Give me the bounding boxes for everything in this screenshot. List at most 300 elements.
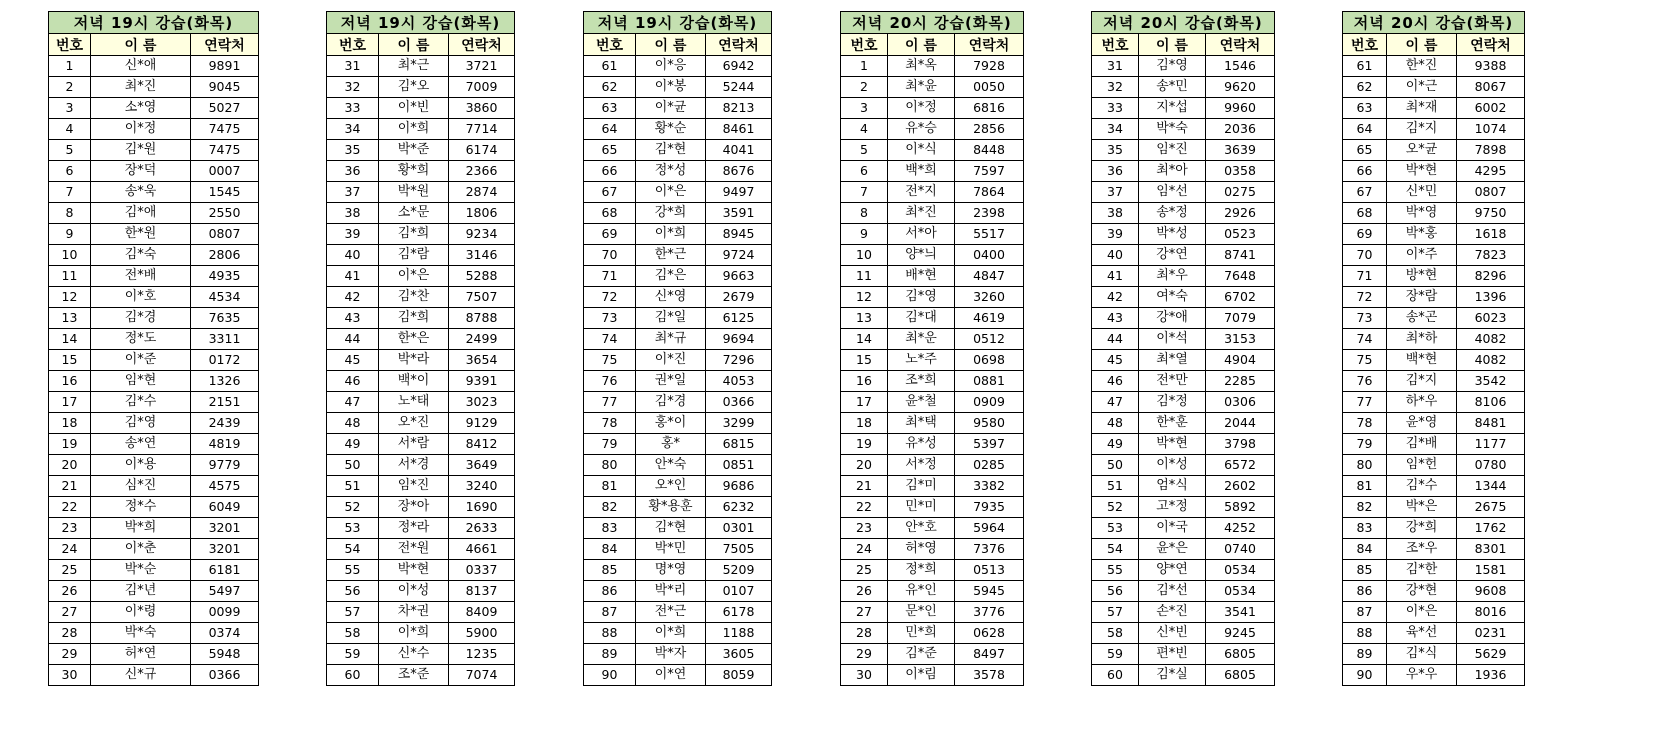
table-row [1343, 476, 1525, 497]
row-number: 39 [327, 224, 379, 245]
row-number: 74 [584, 329, 636, 350]
member-name: 박*현 [1387, 161, 1457, 182]
table-row [841, 413, 1024, 434]
member-name: 이*정 [91, 119, 191, 140]
table-row [584, 497, 772, 518]
member-name: 홍*이 [636, 413, 706, 434]
member-name: 이*성 [379, 581, 449, 602]
contact-number: 6174 [449, 140, 515, 161]
member-name: 김*숙 [91, 245, 191, 266]
member-name: 최*택 [888, 413, 955, 434]
table-row [584, 56, 772, 77]
row-number: 80 [584, 455, 636, 476]
table-row [841, 371, 1024, 392]
row-number: 36 [327, 161, 379, 182]
table-row [1092, 161, 1275, 182]
member-name: 이*령 [91, 602, 191, 623]
member-name: 노*주 [888, 350, 955, 371]
row-number: 52 [1092, 497, 1139, 518]
contact-number: 2439 [191, 413, 259, 434]
table-row [841, 161, 1024, 182]
table-row [327, 245, 515, 266]
contact-number: 8301 [1457, 539, 1525, 560]
contact-number: 2036 [1206, 119, 1275, 140]
member-name: 한*훈 [1139, 413, 1206, 434]
member-name: 최*운 [888, 329, 955, 350]
row-number: 34 [1092, 119, 1139, 140]
row-number: 24 [841, 539, 888, 560]
contact-number: 3541 [1206, 602, 1275, 623]
contact-number: 9497 [706, 182, 772, 203]
table-row [1092, 644, 1275, 665]
table-row [584, 266, 772, 287]
column-header-name: 이 름 [1387, 34, 1457, 56]
row-number: 26 [49, 581, 91, 602]
contact-number: 1177 [1457, 434, 1525, 455]
member-name: 김*지 [1387, 119, 1457, 140]
member-name: 김*영 [888, 287, 955, 308]
row-number: 52 [327, 497, 379, 518]
contact-number: 3311 [191, 329, 259, 350]
row-number: 9 [49, 224, 91, 245]
contact-number: 0807 [1457, 182, 1525, 203]
contact-number: 0909 [955, 392, 1024, 413]
contact-number: 0306 [1206, 392, 1275, 413]
member-name: 육*선 [1387, 623, 1457, 644]
contact-number: 0374 [191, 623, 259, 644]
row-number: 58 [327, 623, 379, 644]
row-number: 37 [327, 182, 379, 203]
contact-number: 0534 [1206, 560, 1275, 581]
contact-number: 0780 [1457, 455, 1525, 476]
contact-number: 3649 [449, 455, 515, 476]
table-row [327, 392, 515, 413]
contact-number: 2856 [955, 119, 1024, 140]
table-row [1343, 161, 1525, 182]
member-name: 방*현 [1387, 266, 1457, 287]
contact-number: 5517 [955, 224, 1024, 245]
member-name: 이*호 [91, 287, 191, 308]
table-row [327, 287, 515, 308]
table-row [1343, 203, 1525, 224]
table-row [1343, 392, 1525, 413]
contact-number: 7507 [449, 287, 515, 308]
member-name: 유*인 [888, 581, 955, 602]
row-number: 57 [1092, 602, 1139, 623]
member-name: 박*숙 [91, 623, 191, 644]
table-row [584, 182, 772, 203]
contact-number: 0007 [191, 161, 259, 182]
member-name: 홍* [636, 434, 706, 455]
member-name: 송*연 [91, 434, 191, 455]
table-row [327, 371, 515, 392]
member-name: 이*은 [379, 266, 449, 287]
row-number: 41 [327, 266, 379, 287]
table-row [584, 287, 772, 308]
table-row [1343, 350, 1525, 371]
contact-number: 7597 [955, 161, 1024, 182]
contact-number: 2366 [449, 161, 515, 182]
contact-number: 8106 [1457, 392, 1525, 413]
member-name: 윤*철 [888, 392, 955, 413]
table-row [584, 665, 772, 686]
row-number: 75 [584, 350, 636, 371]
row-number: 61 [1343, 56, 1387, 77]
table-row [584, 455, 772, 476]
row-number: 3 [841, 98, 888, 119]
contact-number: 6125 [706, 308, 772, 329]
row-number: 25 [49, 560, 91, 581]
table-row [841, 392, 1024, 413]
row-number: 53 [1092, 518, 1139, 539]
contact-number: 6049 [191, 497, 259, 518]
member-name: 임*선 [1139, 182, 1206, 203]
member-name: 김*경 [91, 308, 191, 329]
row-number: 79 [584, 434, 636, 455]
contact-number: 2602 [1206, 476, 1275, 497]
row-number: 35 [327, 140, 379, 161]
contact-number: 3146 [449, 245, 515, 266]
row-number: 82 [584, 497, 636, 518]
table-row [1343, 539, 1525, 560]
row-number: 33 [1092, 98, 1139, 119]
row-number: 63 [584, 98, 636, 119]
row-number: 36 [1092, 161, 1139, 182]
table-row [1343, 98, 1525, 119]
contact-number: 8067 [1457, 77, 1525, 98]
column-header-number: 번호 [1343, 34, 1387, 56]
contact-number: 8676 [706, 161, 772, 182]
contact-number: 3299 [706, 413, 772, 434]
table-row [1343, 560, 1525, 581]
member-name: 최*옥 [888, 56, 955, 77]
contact-number: 1936 [1457, 665, 1525, 686]
table-row [1092, 287, 1275, 308]
contact-number: 9779 [191, 455, 259, 476]
table-row [841, 665, 1024, 686]
table-row [584, 119, 772, 140]
table-row [841, 245, 1024, 266]
table-row [584, 623, 772, 644]
member-name: 박*준 [379, 140, 449, 161]
table-row [1092, 518, 1275, 539]
row-number: 85 [1343, 560, 1387, 581]
contact-number: 0172 [191, 350, 259, 371]
row-number: 24 [49, 539, 91, 560]
member-name: 한*진 [1387, 56, 1457, 77]
row-number: 2 [841, 77, 888, 98]
row-number: 71 [1343, 266, 1387, 287]
table-row [841, 98, 1024, 119]
row-number: 22 [49, 497, 91, 518]
row-number: 78 [1343, 413, 1387, 434]
table-row [327, 203, 515, 224]
row-number: 71 [584, 266, 636, 287]
table-row [1343, 455, 1525, 476]
row-number: 51 [1092, 476, 1139, 497]
table-row [584, 224, 772, 245]
row-number: 75 [1343, 350, 1387, 371]
contact-number: 6805 [1206, 644, 1275, 665]
table-row [841, 539, 1024, 560]
contact-number: 4619 [955, 308, 1024, 329]
table-row [1343, 266, 1525, 287]
row-number: 45 [327, 350, 379, 371]
member-name: 강*현 [1387, 581, 1457, 602]
contact-number: 4847 [955, 266, 1024, 287]
row-number: 81 [1343, 476, 1387, 497]
row-number: 16 [49, 371, 91, 392]
contact-number: 3776 [955, 602, 1024, 623]
table-row [49, 182, 259, 203]
table-row [327, 77, 515, 98]
contact-number: 9608 [1457, 581, 1525, 602]
row-number: 41 [1092, 266, 1139, 287]
row-number: 50 [327, 455, 379, 476]
member-name: 한*근 [636, 245, 706, 266]
member-name: 이*빈 [379, 98, 449, 119]
row-number: 16 [841, 371, 888, 392]
contact-number: 4661 [449, 539, 515, 560]
member-name: 신*규 [91, 665, 191, 686]
row-number: 19 [841, 434, 888, 455]
contact-number: 8296 [1457, 266, 1525, 287]
contact-number: 1545 [191, 182, 259, 203]
row-number: 70 [1343, 245, 1387, 266]
row-number: 20 [49, 455, 91, 476]
member-name: 신*애 [91, 56, 191, 77]
member-name: 박*희 [91, 518, 191, 539]
row-number: 77 [584, 392, 636, 413]
contact-number: 0807 [191, 224, 259, 245]
row-number: 12 [841, 287, 888, 308]
contact-number: 3605 [706, 644, 772, 665]
member-name: 송*민 [1139, 77, 1206, 98]
table-row [1092, 539, 1275, 560]
contact-number: 0512 [955, 329, 1024, 350]
column-header-contact: 연락처 [1206, 34, 1275, 56]
row-number: 40 [327, 245, 379, 266]
member-name: 신*민 [1387, 182, 1457, 203]
table-row [584, 476, 772, 497]
contact-number: 0698 [955, 350, 1024, 371]
contact-number: 8788 [449, 308, 515, 329]
table-row [1092, 371, 1275, 392]
row-number: 56 [327, 581, 379, 602]
row-number: 33 [327, 98, 379, 119]
column-header-name: 이 름 [1139, 34, 1206, 56]
member-name: 손*진 [1139, 602, 1206, 623]
table-row [1092, 665, 1275, 686]
member-name: 소*문 [379, 203, 449, 224]
row-number: 89 [584, 644, 636, 665]
table-row [584, 203, 772, 224]
row-number: 9 [841, 224, 888, 245]
member-name: 안*호 [888, 518, 955, 539]
row-number: 86 [584, 581, 636, 602]
row-number: 10 [49, 245, 91, 266]
row-number: 17 [841, 392, 888, 413]
table-row [841, 224, 1024, 245]
table-row [584, 602, 772, 623]
member-name: 정*성 [636, 161, 706, 182]
member-name: 송*욱 [91, 182, 191, 203]
member-name: 김*경 [636, 392, 706, 413]
contact-number: 9580 [955, 413, 1024, 434]
member-name: 최*근 [379, 56, 449, 77]
member-name: 오*균 [1387, 140, 1457, 161]
member-name: 김*현 [636, 518, 706, 539]
contact-number: 6702 [1206, 287, 1275, 308]
row-number: 4 [841, 119, 888, 140]
row-number: 13 [49, 308, 91, 329]
member-name: 하*우 [1387, 392, 1457, 413]
row-number: 76 [584, 371, 636, 392]
member-name: 유*승 [888, 119, 955, 140]
row-number: 53 [327, 518, 379, 539]
row-number: 69 [1343, 224, 1387, 245]
contact-number: 8137 [449, 581, 515, 602]
contact-number: 0513 [955, 560, 1024, 581]
table-row [1343, 308, 1525, 329]
member-name: 김*희 [379, 224, 449, 245]
member-name: 김*선 [1139, 581, 1206, 602]
contact-number: 8409 [449, 602, 515, 623]
contact-number: 0275 [1206, 182, 1275, 203]
table-row [1343, 287, 1525, 308]
member-name: 김*영 [91, 413, 191, 434]
row-number: 88 [584, 623, 636, 644]
table-row [49, 287, 259, 308]
column-header-number: 번호 [327, 34, 379, 56]
table-row [49, 476, 259, 497]
contact-number: 3201 [191, 518, 259, 539]
table-row [49, 56, 259, 77]
table-row [841, 434, 1024, 455]
row-number: 55 [1092, 560, 1139, 581]
member-name: 김*한 [1387, 560, 1457, 581]
member-name: 백*희 [888, 161, 955, 182]
table-row [841, 287, 1024, 308]
table-row [1092, 455, 1275, 476]
row-number: 58 [1092, 623, 1139, 644]
member-name: 김*은 [636, 266, 706, 287]
table-row [1092, 476, 1275, 497]
row-number: 22 [841, 497, 888, 518]
table-row [841, 644, 1024, 665]
contact-number: 2679 [706, 287, 772, 308]
table-row [841, 308, 1024, 329]
member-name: 신*수 [379, 644, 449, 665]
contact-number: 5964 [955, 518, 1024, 539]
member-name: 서*정 [888, 455, 955, 476]
row-number: 37 [1092, 182, 1139, 203]
member-name: 박*원 [379, 182, 449, 203]
table-row [1092, 182, 1275, 203]
contact-number: 3860 [449, 98, 515, 119]
row-number: 32 [1092, 77, 1139, 98]
table-row [584, 539, 772, 560]
member-name: 조*우 [1387, 539, 1457, 560]
table-row [327, 329, 515, 350]
row-number: 62 [584, 77, 636, 98]
row-number: 27 [841, 602, 888, 623]
member-name: 이*진 [636, 350, 706, 371]
row-number: 87 [584, 602, 636, 623]
table-row [327, 350, 515, 371]
member-name: 송*정 [1139, 203, 1206, 224]
table-row [1092, 434, 1275, 455]
row-number: 78 [584, 413, 636, 434]
row-number: 63 [1343, 98, 1387, 119]
contact-number: 7009 [449, 77, 515, 98]
row-number: 31 [1092, 56, 1139, 77]
contact-number: 9750 [1457, 203, 1525, 224]
table-row [1343, 497, 1525, 518]
table-row [1343, 581, 1525, 602]
table-row [327, 161, 515, 182]
table-row [1092, 308, 1275, 329]
row-number: 23 [49, 518, 91, 539]
schedule-table-5 [1091, 11, 1275, 686]
member-name: 김*원 [91, 140, 191, 161]
schedule-table-2 [326, 11, 515, 686]
table-row [49, 350, 259, 371]
member-name: 정*라 [379, 518, 449, 539]
row-number: 20 [841, 455, 888, 476]
member-name: 민*희 [888, 623, 955, 644]
member-name: 강*희 [636, 203, 706, 224]
member-name: 이*희 [379, 119, 449, 140]
row-number: 65 [1343, 140, 1387, 161]
contact-number: 3721 [449, 56, 515, 77]
row-number: 66 [584, 161, 636, 182]
contact-number: 5497 [191, 581, 259, 602]
table-row [327, 518, 515, 539]
contact-number: 9388 [1457, 56, 1525, 77]
schedule-table-6 [1342, 11, 1525, 686]
contact-number: 7898 [1457, 140, 1525, 161]
column-header-number: 번호 [1092, 34, 1139, 56]
contact-number: 1581 [1457, 560, 1525, 581]
table-row [1343, 602, 1525, 623]
contact-number: 4082 [1457, 329, 1525, 350]
member-name: 박*현 [379, 560, 449, 581]
contact-number: 0050 [955, 77, 1024, 98]
row-number: 49 [327, 434, 379, 455]
member-name: 김*일 [636, 308, 706, 329]
column-header-contact: 연락처 [706, 34, 772, 56]
table-row [327, 623, 515, 644]
member-name: 김*실 [1139, 665, 1206, 686]
contact-number: 0099 [191, 602, 259, 623]
table-row [1343, 434, 1525, 455]
table-row [841, 77, 1024, 98]
table-title: 저녁 20시 강습(화목) [841, 12, 1024, 34]
column-header-contact: 연락처 [449, 34, 515, 56]
row-number: 66 [1343, 161, 1387, 182]
contact-number: 3240 [449, 476, 515, 497]
contact-number: 3798 [1206, 434, 1275, 455]
member-name: 안*숙 [636, 455, 706, 476]
column-header-number: 번호 [841, 34, 888, 56]
table-row [1343, 119, 1525, 140]
row-number: 6 [841, 161, 888, 182]
member-name: 엄*식 [1139, 476, 1206, 497]
contact-number: 6942 [706, 56, 772, 77]
contact-number: 9960 [1206, 98, 1275, 119]
contact-number: 7714 [449, 119, 515, 140]
